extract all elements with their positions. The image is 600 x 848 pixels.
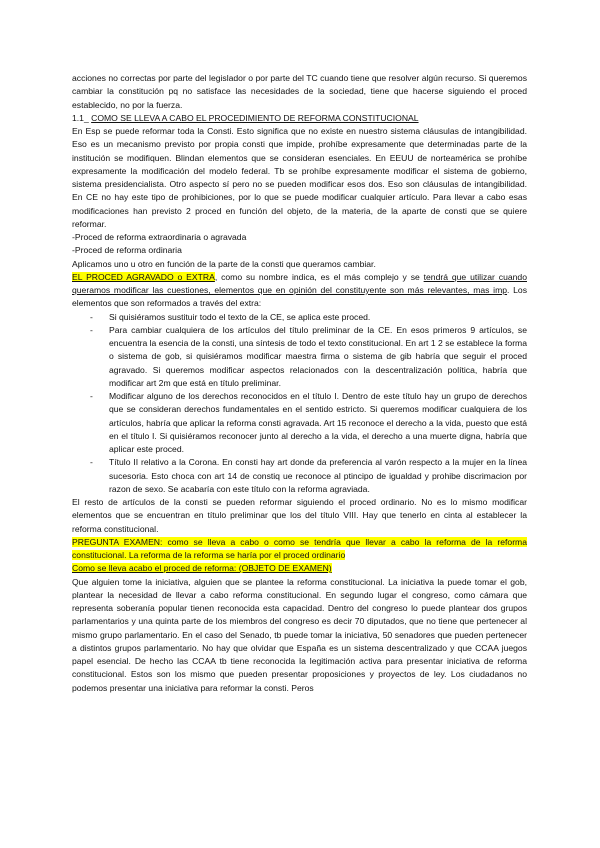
exam-question-text: PREGUNTA EXAMEN: como se lleva a cabo o como se tendría que llevar a cabo la reforma de la reforma constitucional. La reforma de la reforma se haría por el proced ordinario bbox=[72, 536, 527, 560]
bullet-dash: - bbox=[90, 391, 93, 401]
intro-paragraph: acciones no correctas por parte del legislador o por parte del TC cuando tiene que resolver algún recurso. Si queremos cambiar la constitución pq no satisface las necesidades de la sociedad, tiene que hacerse siguiendo el proced establecido, no por la fuerza. bbox=[72, 73, 527, 110]
bullet-text: Para cambiar cualquiera de los artículos del título preliminar de la CE. En esos primeros 9 artículos, se encuentra la esencia de la consti, una síntesis de todo el texto constitucional. En art 1 2 se establece la forma o sistema de gob, si quisiéramos modificar maestra firma o sistema de gib habría que seguir el proced agravado. Si queremos modificar aspectos relacionados con la descentralización política, habría que modificar art 2m que está en título preliminar. bbox=[109, 324, 527, 388]
extra-elements-list bbox=[72, 311, 527, 497]
agravado-paragraph bbox=[72, 271, 527, 311]
list-item bbox=[72, 311, 527, 324]
ordinario-paragraph: El resto de artículos de la consti se pueden reformar siguiendo el proced ordinario. No es lo mismo modificar elementos que se encuentran en título preliminar que los del título VIII. Hay que tenerlo en cinta al establecer la reforma constitucional. bbox=[72, 497, 527, 534]
apply-line: Aplicamos uno u otro en función de la parte de la consti que queramos cambiar. bbox=[72, 258, 376, 269]
bullet-text: Si quisiéramos sustituir todo el texto de la CE, se aplica este proced. bbox=[109, 311, 371, 322]
section-number: 1.1_ bbox=[72, 112, 89, 123]
bullet-dash: - bbox=[90, 457, 93, 468]
bullet-dash: - bbox=[90, 324, 93, 335]
agravado-underlined: tendrá que utilizar cuando queramos modificar las cuestiones, elementos que en opinión del constituyente son más relevantes, mas imp bbox=[72, 271, 527, 295]
bullet-dash: - bbox=[90, 311, 93, 322]
agravado-text-a: , como su nombre indica, es el más complejo y se bbox=[214, 271, 424, 282]
agravado-label: EL PROCED AGRAVADO o EXTRA bbox=[72, 271, 215, 282]
exam-subheading-text: Como se lleva acabo el proced de reforma: (OBJETO DE EXAMEN) bbox=[72, 563, 332, 574]
intangibilidad-paragraph: En Esp se puede reformar toda la Consti. Esto significa que no existe en nuestro sistema cláusulas de intangibilidad. Eso es un mecanismo previsto por propia consti que impide, prohíbe expresamente que determinadas parte de la institución se modifiquen. Blindan elementos que se consideran esenciales. En EEUU de norteamérica se prohíbe expresamente la modificación del modelo federal. Tb se prohíbe expresamente modificar el sistema de gobierno, sistema presidencialista. Otro aspecto sí pero no se pueden modificar esos dos. Eso son cláusulas de intangibilidad. En CE no hay este tipo de prohibiciones, por lo que se puede modificar cualquier artículo. Para llevar a cabo esas modificaciones han previsto 2 proced en función del objeto, de la materia, de la aparte de consti que se quiere reformar. bbox=[72, 126, 527, 229]
section-title: COMO SE LLEVA A CABO EL PROCEDIMIENTO DE REFORMA CONSTITUCIONAL bbox=[91, 112, 419, 123]
list-item bbox=[72, 324, 527, 390]
list-item bbox=[72, 390, 527, 456]
bullet-text: Título II relativo a la Corona. En consti hay art donde da preferencia al varón respecto a la mujer en la línea sucesoria. Esto choca con art 14 de constiq ue reconoce al ptincipo de igualdad y prohibe discrimacion por razon de sexo. Se acabaría con este título con la reforma agraviada. bbox=[109, 457, 527, 494]
agravado-text-b: . Los elementos que son reformados a través del extra: bbox=[72, 285, 527, 309]
proc-list-item-extraordinaria: -Proced de reforma extraordinaria o agravada bbox=[72, 232, 247, 242]
proc-list-item-ordinaria: -Proced de reforma ordinaria bbox=[72, 245, 182, 256]
exam-question bbox=[72, 536, 527, 563]
section-heading bbox=[72, 112, 527, 125]
exam-subheading bbox=[72, 562, 527, 575]
document-page bbox=[72, 72, 527, 695]
iniciativa-paragraph: Que alguien tome la iniciativa, alguien que se plantee la reforma constitucional. La iniciativa la puede tomar el gob, plantear la necesidad de llevar a cabo reforma constitucional. En segundo lugar el congreso, como cámara que representa soberanía popular tienen reconocida esta capacidad. Dentro del congreso lo puede plantear dos grupos parlamentarios y una quinta parte de los miembros del congreso es decir 70 diputados, que no tiene que pertenecer al mismo grupo parlamentario. En el caso del Senado, tb puede tomar la iniciativa, 50 senadores que pueden pertenecer a distintos grupos parlamentario. No hay que olvidar que España es un sistema descentralizado y que CCAA juegos papel esencial. De hecho las CCAA tb tiene reconocida la legitimación activa para presentar iniciativa de reforma constitucional. Estos son los mismo que pueden presentar proposiciones y proyectos de ley. Los ciudadanos no podemos presentar una iniciativa para reformar la consti. Peros bbox=[72, 576, 527, 693]
list-item bbox=[72, 456, 527, 496]
bullet-text: Modificar alguno de los derechos reconocidos en el título I. Dentro de este título hay un grupo de derechos que se consideran derechos fundamentales en el sentido estricto. Si queremos modificar cualquiera de los artículos, habría que aplicar la reforma consti agravada. Art 15 reconoce el derecho a la vida, puesto que está en el título I. Si quisiéramos reconocer junto al derecho a la vida, el derecho a una muerte digna, habría que aplicar este proced. bbox=[109, 391, 528, 454]
